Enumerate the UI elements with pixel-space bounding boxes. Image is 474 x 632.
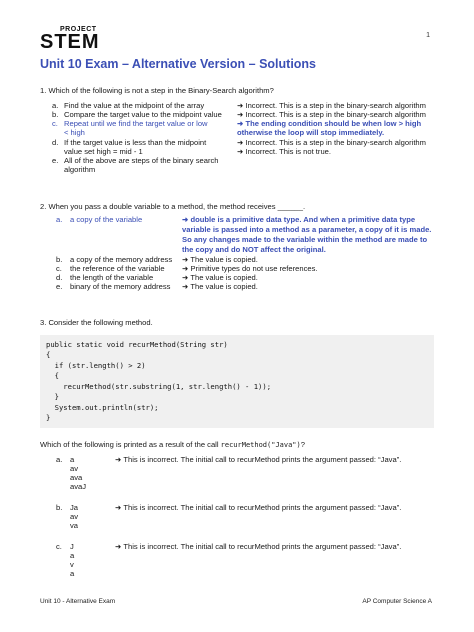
q1-option-feedback: ➜ Incorrect. This is a step in the binary-search algorithm [237,110,426,119]
footer-right: AP Computer Science A [362,598,432,605]
code-line: } [46,413,51,422]
q1-option-letter: d. [52,138,59,147]
code-line: recurMethod(str.substring(1, str.length() - 1)); [46,382,272,391]
q3-option-line: J [70,542,74,551]
code-line: System.out.println(str); [46,403,159,412]
q3-option-feedback: ➜ This is incorrect. The initial call to recurMethod prints the argument passed: “Java”. [115,542,402,551]
q1-option-text: All of the above are steps of the binary search [64,156,219,165]
q3-option-line: Ja [70,503,79,512]
logo-small-text: PROJECT [60,26,97,33]
q2-option-text: the reference of the variable [70,264,165,273]
q2-option-feedback: ➜ The value is copied. [182,273,258,282]
q2-option-text: a copy of the memory address [70,255,173,264]
q2-option-letter: b. [56,255,63,264]
q3-option-line: avaJ [70,482,87,491]
question-1: 1. Which of the following is not a step in the Binary-Search algorithm? [40,86,274,95]
prompt-prefix: Which of the following is printed as a result of the call [40,440,221,449]
q3-option-line: av [70,464,79,473]
code-line: public static void recurMethod(String str) [46,340,228,349]
q3-option-line: ava [70,473,83,482]
q3-option-letter: b. [56,503,63,512]
q3-option-line: av [70,512,79,521]
q1-option-text: Compare the target value to the midpoint value [64,110,222,119]
q1-option-text-cont: algorithm [64,165,96,174]
q2-option-feedback-correct-cont: So any changes made to the variable within the method are made to [182,235,428,244]
q1-option-text-correct-cont: < high [64,128,85,137]
code-line: } [46,392,59,401]
q1-option-text: Find the value at the midpoint of the array [64,101,205,110]
page-number: 1 [426,32,430,39]
q1-option-letter: b. [52,110,59,119]
question-3-prompt [40,440,305,450]
q2-option-letter: c. [56,264,62,273]
prompt-call: recurMethod("Java") [220,441,301,449]
q1-option-text-correct: Repeat until we find the target value or low [64,119,208,128]
q2-option-letter-correct: a. [56,215,63,224]
q3-option-line: a [70,551,75,560]
q1-option-feedback: ➜ Incorrect. This is not true. [237,147,332,156]
q3-option-line: va [70,521,79,530]
project-stem-logo [40,26,100,54]
q2-option-feedback-correct-cont: variable is passed into a method as a parameter, a copy of it is made. [182,225,432,234]
q1-option-letter: a. [52,101,59,110]
question-2: 2. When you pass a double variable to a method, the method receives ______. [40,202,306,211]
q1-option-feedback-correct-cont: otherwise the loop will stop immediately. [237,128,385,137]
q2-option-feedback-correct: ➜ double is a primitive data type. And when a primitive data type [182,215,416,224]
q2-option-feedback: ➜ The value is copied. [182,255,258,264]
q3-option-line: v [70,560,74,569]
q1-option-feedback-correct: ➜ The ending condition should be when low > high [237,119,422,128]
q2-option-text: binary of the memory address [70,282,171,291]
q2-option-feedback: ➜ The value is copied. [182,282,258,291]
q1-option-feedback: ➜ Incorrect. This is a step in the binary-search algorithm [237,101,426,110]
q2-option-text: the length of the variable [70,273,154,282]
q2-option-feedback-correct-cont: the copy and do NOT affect the original. [182,245,326,254]
q1-option-letter-correct: c. [52,119,58,128]
q2-option-letter: d. [56,273,63,282]
code-block [40,335,434,428]
q3-option-feedback: ➜ This is incorrect. The initial call to recurMethod prints the argument passed: “Java”. [115,503,402,512]
q2-option-feedback: ➜ Primitive types do not use references. [182,264,318,273]
q1-option-letter: e. [52,156,59,165]
footer-left: Unit 10 - Alternative Exam [40,598,116,605]
q1-option-text: If the target value is less than the midpoint [64,138,207,147]
code-line: { [46,350,51,359]
q3-option-letter: a. [56,455,63,464]
q1-option-text-cont: value set high = mid - 1 [64,147,143,156]
logo-big-text: STEM [40,31,100,53]
q3-option-line: a [70,569,75,578]
q3-option-feedback: ➜ This is incorrect. The initial call to recurMethod prints the argument passed: “Java”. [115,455,402,464]
q3-option-line: a [70,455,75,464]
q2-option-letter: e. [56,282,63,291]
page-title: Unit 10 Exam – Alternative Version – Solutions [40,57,317,71]
q2-option-text-correct: a copy of the variable [70,215,143,224]
q1-option-feedback: ➜ Incorrect. This is a step in the binary-search algorithm [237,138,426,147]
q3-option-letter: c. [56,542,62,551]
prompt-suffix: ? [300,440,305,449]
question-3: 3. Consider the following method. [40,318,153,327]
code-line: { [46,371,59,380]
code-line: if (str.length() > 2) [46,361,146,370]
